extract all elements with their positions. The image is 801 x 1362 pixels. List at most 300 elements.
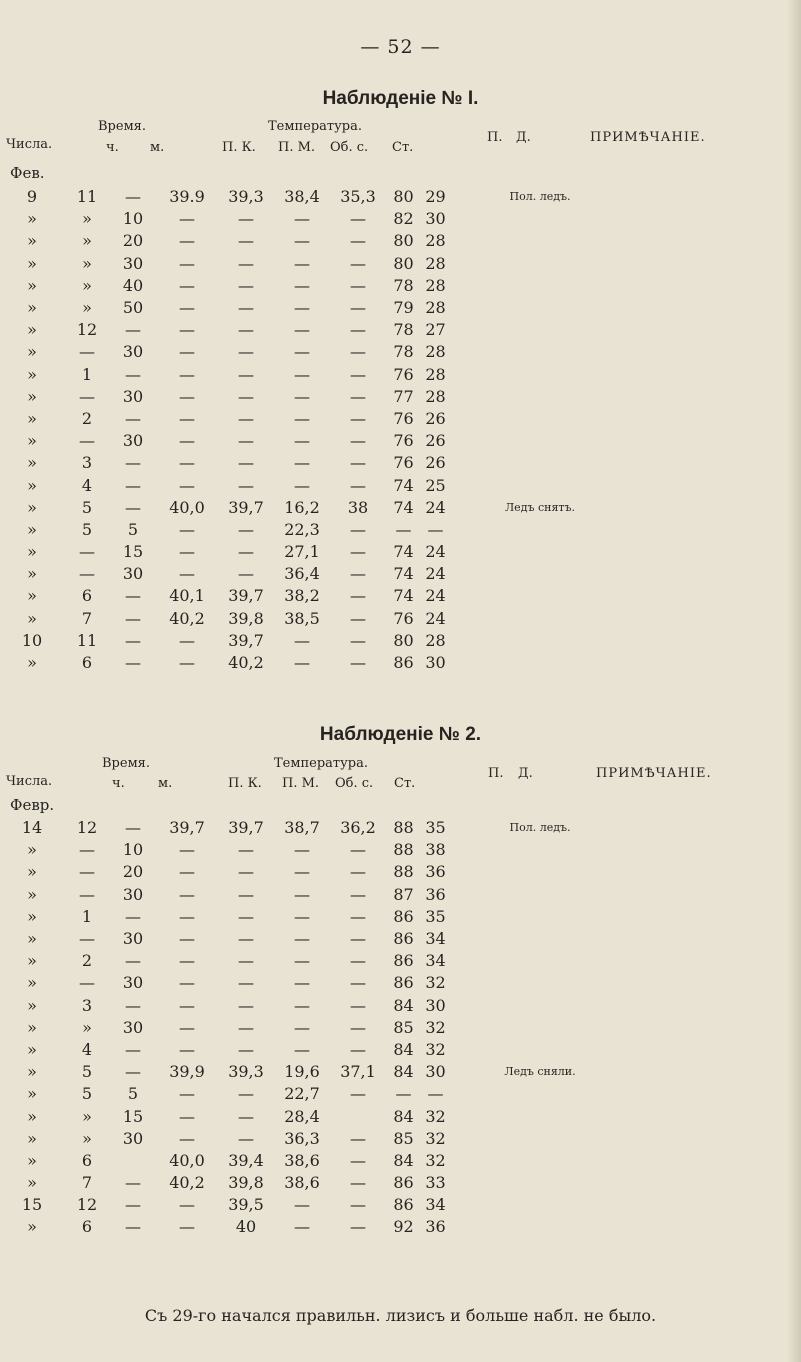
cell-temp-pm: — — [238, 209, 254, 229]
cell-pulse: 77 — [393, 386, 414, 406]
cell-temp-st: — — [350, 1017, 366, 1037]
cell-date: » — [27, 1217, 37, 1237]
cell-pulse: 78 — [393, 342, 414, 362]
cell-temp-pk: — — [179, 231, 195, 251]
cell-pulse: 87 — [393, 884, 414, 904]
table-row — [0, 995, 630, 1017]
table-row — [0, 319, 630, 341]
cell-temp-pk: 39.9 — [169, 187, 205, 207]
cell-temp-ob: 36,4 — [284, 564, 320, 584]
cell-minute: 30 — [122, 929, 144, 949]
cell-respiration: 28 — [425, 298, 446, 318]
cell-hour: 5 — [81, 1084, 93, 1104]
cell-pulse: 84 — [393, 1150, 414, 1170]
cell-respiration: 24 — [425, 542, 446, 562]
cell-temp-pk: — — [179, 342, 195, 362]
cell-minute: — — [125, 1195, 141, 1215]
cell-temp-pm: — — [238, 1106, 254, 1126]
cell-note — [450, 1128, 630, 1150]
cell-temp-st: — — [350, 840, 366, 860]
header-date: Числа. — [6, 774, 53, 789]
cell-pulse: 86 — [393, 906, 414, 926]
cell-temp-ob: 38,7 — [284, 818, 320, 838]
cell-date: » — [27, 1173, 37, 1193]
cell-temp-pm: — — [238, 542, 254, 562]
cell-temp-pk: — — [179, 1217, 195, 1237]
cell-respiration: 38 — [425, 840, 446, 860]
cell-temp-pm: 39,7 — [228, 586, 264, 606]
cell-hour: 3 — [81, 453, 93, 473]
cell-pulse: 86 — [393, 1173, 414, 1193]
cell-temp-st: — — [350, 298, 366, 318]
table-row — [0, 497, 630, 519]
cell-note — [450, 1039, 630, 1061]
cell-date: » — [27, 1062, 37, 1082]
cell-temp-st: — — [350, 431, 366, 451]
table-row — [0, 1083, 630, 1105]
cell-pulse: 74 — [393, 497, 414, 517]
cell-temp-st: — — [350, 929, 366, 949]
cell-temp-pm: — — [238, 840, 254, 860]
cell-respiration: 26 — [425, 431, 446, 451]
cell-hour: 1 — [81, 364, 93, 384]
footer-note: Съ 29-го начался правильн. лизисъ и больше набл. не было. — [144, 1306, 657, 1325]
cell-temp-ob: — — [294, 862, 310, 882]
table-row — [0, 1039, 630, 1061]
table-row — [0, 1150, 630, 1172]
cell-note — [450, 861, 630, 883]
cell-date: » — [27, 497, 37, 517]
cell-temp-ob: 36,3 — [284, 1128, 320, 1148]
cell-note — [450, 408, 630, 430]
cell-note — [450, 950, 630, 972]
cell-minute: 30 — [122, 884, 144, 904]
cell-respiration: 28 — [425, 253, 446, 273]
cell-hour: 6 — [81, 1150, 93, 1170]
table-row — [0, 972, 630, 994]
cell-date: » — [27, 231, 37, 251]
header-temp-col-3: Об. с. — [335, 776, 374, 791]
cell-date: » — [27, 973, 37, 993]
cell-respiration: 36 — [425, 1217, 446, 1237]
cell-pulse: 80 — [393, 231, 414, 251]
cell-temp-pm: 39,5 — [228, 1195, 264, 1215]
cell-hour: — — [79, 884, 95, 904]
cell-temp-pk: — — [179, 564, 195, 584]
cell-respiration: 28 — [425, 275, 446, 295]
cell-temp-st: — — [350, 951, 366, 971]
cell-temp-ob: — — [294, 342, 310, 362]
cell-temp-ob: 38,4 — [284, 187, 320, 207]
header-time-hours: ч. — [106, 140, 119, 155]
cell-respiration: 32 — [425, 1150, 446, 1170]
cell-temp-st: 37,1 — [340, 1062, 376, 1082]
table-row — [0, 861, 630, 883]
cell-temp-pk: 40,2 — [169, 608, 205, 628]
header-temp-col-4: Ст. — [394, 776, 416, 791]
cell-date: » — [27, 840, 37, 860]
page-number: — 52 — — [360, 36, 441, 58]
cell-hour: » — [82, 1128, 92, 1148]
table-row — [0, 1061, 630, 1083]
cell-respiration: 27 — [425, 320, 446, 340]
cell-minute — [110, 1150, 156, 1172]
cell-date: » — [27, 253, 37, 273]
cell-temp-pm: 40,2 — [228, 653, 264, 673]
cell-date: » — [27, 564, 37, 584]
cell-date: » — [27, 453, 37, 473]
cell-date: 14 — [21, 818, 43, 838]
table-row — [0, 1017, 630, 1039]
cell-temp-pm: — — [238, 1017, 254, 1037]
cell-temp-pk: — — [179, 973, 195, 993]
cell-pulse: 85 — [393, 1128, 414, 1148]
cell-minute: — — [125, 1039, 141, 1059]
cell-hour: 7 — [81, 1173, 93, 1193]
cell-temp-pm: — — [238, 408, 254, 428]
table-row — [0, 1105, 630, 1127]
cell-temp-ob: — — [294, 1039, 310, 1059]
cell-temp-st: — — [350, 1195, 366, 1215]
cell-temp-pk: 39,9 — [169, 1062, 205, 1082]
cell-hour: » — [82, 275, 92, 295]
table-row — [0, 253, 630, 275]
cell-temp-st: — — [350, 320, 366, 340]
cell-temp-st: — — [350, 231, 366, 251]
cell-hour: — — [79, 973, 95, 993]
cell-temp-pm: — — [238, 475, 254, 495]
month-label: Февр. — [10, 796, 55, 814]
header-note: ПРИМѢЧАНІЕ. — [596, 766, 712, 781]
cell-note — [450, 230, 630, 252]
cell-respiration: 26 — [425, 408, 446, 428]
header-temp-col-1: П. К. — [222, 140, 256, 155]
header-time: Время. — [98, 119, 147, 134]
cell-hour: — — [79, 564, 95, 584]
cell-temp-pm: — — [238, 862, 254, 882]
cell-temp-ob: — — [294, 320, 310, 340]
observation-title: Наблюденіе № I. — [322, 88, 479, 109]
table-row — [0, 1172, 630, 1194]
cell-temp-ob: — — [294, 1195, 310, 1215]
cell-hour: — — [79, 542, 95, 562]
cell-temp-ob: — — [294, 1017, 310, 1037]
cell-respiration: 28 — [425, 364, 446, 384]
table-row — [0, 541, 630, 563]
cell-pulse: 76 — [393, 408, 414, 428]
cell-temp-pm: — — [238, 519, 254, 539]
cell-note — [450, 972, 630, 994]
cell-hour: » — [82, 231, 92, 251]
cell-minute: — — [125, 818, 141, 838]
cell-temp-pk: — — [179, 653, 195, 673]
cell-respiration: 34 — [425, 951, 446, 971]
cell-note — [450, 608, 630, 630]
cell-temp-pk: 40,0 — [169, 497, 205, 517]
cell-respiration: — — [427, 519, 444, 539]
cell-respiration: 24 — [425, 586, 446, 606]
cell-note — [450, 541, 630, 563]
cell-minute: — — [125, 408, 141, 428]
table-row — [0, 817, 630, 839]
cell-temp-pk: 40,2 — [169, 1173, 205, 1193]
cell-temp-pm: — — [238, 231, 254, 251]
cell-minute: — — [125, 906, 141, 926]
cell-hour: 5 — [81, 1062, 93, 1082]
cell-temp-ob: — — [294, 408, 310, 428]
cell-temp-ob: 16,2 — [284, 497, 320, 517]
cell-respiration: 30 — [425, 653, 446, 673]
cell-temp-st: — — [350, 475, 366, 495]
cell-minute: 30 — [122, 431, 144, 451]
cell-pulse: 92 — [393, 1217, 414, 1237]
cell-date: » — [27, 364, 37, 384]
cell-minute: 50 — [122, 298, 144, 318]
cell-respiration: 32 — [425, 1039, 446, 1059]
cell-note: Пол. ледъ. — [509, 821, 571, 835]
cell-temp-st: — — [350, 1173, 366, 1193]
cell-respiration: 30 — [425, 995, 446, 1015]
header-date: Числа. — [6, 137, 53, 152]
cell-temp-pm: — — [238, 973, 254, 993]
cell-date: » — [27, 1150, 37, 1170]
cell-temp-st: — — [350, 209, 366, 229]
cell-hour: » — [82, 253, 92, 273]
cell-date: » — [27, 475, 37, 495]
observation-table — [0, 817, 630, 1239]
cell-temp-pk: — — [179, 298, 195, 318]
cell-temp-ob: 38,2 — [284, 586, 320, 606]
cell-temp-pm: 39,7 — [228, 630, 264, 650]
cell-pulse: — — [395, 1084, 412, 1104]
cell-date: 9 — [26, 187, 38, 207]
cell-date: » — [27, 884, 37, 904]
cell-temp-st: 38 — [347, 497, 369, 517]
cell-minute: — — [125, 364, 141, 384]
cell-temp-pm: 39,8 — [228, 1173, 264, 1193]
cell-minute: — — [125, 187, 141, 207]
cell-date: » — [27, 653, 37, 673]
cell-temp-pk: — — [179, 209, 195, 229]
cell-respiration: 30 — [425, 209, 446, 229]
cell-date: » — [27, 906, 37, 926]
cell-pulse: 86 — [393, 973, 414, 993]
cell-minute: — — [125, 586, 141, 606]
cell-pulse: 76 — [393, 453, 414, 473]
header-pulse: П. — [487, 130, 503, 145]
cell-pulse: 78 — [393, 275, 414, 295]
cell-hour: — — [79, 862, 95, 882]
cell-minute: 10 — [122, 209, 144, 229]
cell-pulse: 80 — [393, 630, 414, 650]
table-row — [0, 1216, 630, 1238]
cell-hour: 6 — [81, 1217, 93, 1237]
cell-hour: » — [82, 1106, 92, 1126]
cell-temp-st: — — [350, 564, 366, 584]
cell-note — [450, 1194, 630, 1216]
cell-temp-st: — — [350, 253, 366, 273]
cell-temp-pk: — — [179, 951, 195, 971]
cell-temp-st: — — [350, 386, 366, 406]
cell-pulse: 84 — [393, 1062, 414, 1082]
cell-minute: — — [125, 497, 141, 517]
cell-temp-st: — — [350, 608, 366, 628]
cell-hour: 11 — [76, 187, 98, 207]
cell-temp-pk: — — [179, 1128, 195, 1148]
cell-pulse: 76 — [393, 364, 414, 384]
cell-respiration: 29 — [425, 187, 446, 207]
header-temp-col-1: П. К. — [228, 776, 262, 791]
cell-respiration: 32 — [425, 1128, 446, 1148]
cell-hour: 2 — [81, 408, 93, 428]
cell-temp-pm: — — [238, 995, 254, 1015]
header-respiration: Д. — [518, 766, 533, 781]
cell-note: Ледъ снятъ. — [505, 500, 575, 514]
table-row — [0, 275, 630, 297]
table-row — [0, 452, 630, 474]
cell-note — [450, 297, 630, 319]
cell-temp-ob: — — [294, 630, 310, 650]
cell-temp-pm: — — [238, 386, 254, 406]
cell-temp-pk: — — [179, 995, 195, 1015]
cell-hour: 4 — [81, 1039, 93, 1059]
cell-date: » — [27, 586, 37, 606]
cell-pulse: 88 — [393, 818, 414, 838]
table-row — [0, 839, 630, 861]
cell-respiration: 36 — [425, 862, 446, 882]
cell-temp-st: — — [350, 1084, 366, 1104]
cell-minute: 15 — [122, 542, 144, 562]
cell-note — [450, 1105, 630, 1127]
cell-respiration: 28 — [425, 342, 446, 362]
cell-temp-pk: — — [179, 630, 195, 650]
cell-temp-st: — — [350, 1039, 366, 1059]
cell-temp-ob: — — [294, 929, 310, 949]
cell-note — [450, 474, 630, 496]
cell-hour: 6 — [81, 653, 93, 673]
cell-respiration: 32 — [425, 1017, 446, 1037]
cell-date: » — [27, 386, 37, 406]
cell-date: » — [27, 342, 37, 362]
cell-pulse: 88 — [393, 862, 414, 882]
cell-temp-pk: 40,0 — [169, 1150, 205, 1170]
cell-pulse: 74 — [393, 564, 414, 584]
table-row — [0, 630, 630, 652]
cell-temp-ob: — — [294, 884, 310, 904]
cell-pulse: 86 — [393, 929, 414, 949]
cell-temp-pm: 39,7 — [228, 497, 264, 517]
cell-temp-st: — — [350, 862, 366, 882]
table-row — [0, 297, 630, 319]
cell-pulse: 82 — [393, 209, 414, 229]
cell-respiration: 28 — [425, 386, 446, 406]
cell-temp-pk: — — [179, 364, 195, 384]
cell-respiration: 24 — [425, 497, 446, 517]
cell-temp-pm: — — [238, 929, 254, 949]
table-row — [0, 585, 630, 607]
cell-pulse: 76 — [393, 431, 414, 451]
month-label: Фев. — [10, 164, 45, 182]
cell-temp-ob: — — [294, 364, 310, 384]
header-temp-col-2: П. М. — [282, 776, 320, 791]
cell-hour: — — [79, 342, 95, 362]
cell-respiration: 24 — [425, 608, 446, 628]
cell-date: » — [27, 519, 37, 539]
cell-note — [450, 386, 630, 408]
table-row — [0, 563, 630, 585]
cell-date: » — [27, 275, 37, 295]
cell-hour: » — [82, 298, 92, 318]
cell-temp-pk: — — [179, 275, 195, 295]
cell-note: Пол. ледъ. — [509, 190, 571, 204]
cell-temp-pm: — — [238, 275, 254, 295]
cell-respiration: 28 — [425, 231, 446, 251]
cell-note — [450, 585, 630, 607]
cell-pulse: 84 — [393, 1106, 414, 1126]
cell-temp-st: — — [350, 275, 366, 295]
cell-minute: — — [125, 475, 141, 495]
cell-temp-pk: — — [179, 386, 195, 406]
cell-temp-pm: — — [238, 951, 254, 971]
header-temp-col-4: Ст. — [392, 140, 414, 155]
cell-temp-ob: 27,1 — [284, 542, 320, 562]
table-row — [0, 1128, 630, 1150]
cell-temp-pm: — — [238, 253, 254, 273]
cell-minute: 30 — [122, 1017, 144, 1037]
cell-temp-st: — — [350, 519, 366, 539]
cell-minute: 30 — [122, 1128, 144, 1148]
cell-temp-ob: 38,6 — [284, 1173, 320, 1193]
cell-date: » — [27, 1084, 37, 1104]
cell-date: » — [27, 1039, 37, 1059]
cell-temp-pk: — — [179, 431, 195, 451]
cell-minute: — — [125, 653, 141, 673]
cell-respiration: 32 — [425, 973, 446, 993]
cell-date: » — [27, 1106, 37, 1126]
cell-hour: » — [82, 209, 92, 229]
cell-date: » — [27, 608, 37, 628]
cell-temp-pm: 39,3 — [228, 187, 264, 207]
cell-temp-st: — — [350, 342, 366, 362]
cell-temp-ob: 22,7 — [284, 1084, 320, 1104]
cell-note — [450, 995, 630, 1017]
cell-temp-ob: — — [294, 475, 310, 495]
cell-temp-pm: 39,3 — [228, 1062, 264, 1082]
cell-temp-ob: 22,3 — [284, 519, 320, 539]
cell-temp-pk: — — [179, 519, 195, 539]
table-row — [0, 386, 630, 408]
cell-pulse: 86 — [393, 1195, 414, 1215]
header-temperature: Температура. — [274, 756, 368, 771]
cell-minute: — — [125, 608, 141, 628]
cell-note — [450, 1172, 630, 1194]
cell-minute: — — [125, 453, 141, 473]
page-edge — [787, 0, 801, 1362]
table-row — [0, 608, 630, 630]
cell-note: Ледъ сняли. — [504, 1065, 576, 1079]
cell-temp-pk: — — [179, 320, 195, 340]
cell-temp-pk: — — [179, 884, 195, 904]
cell-temp-pm: — — [238, 364, 254, 384]
cell-date: » — [27, 408, 37, 428]
cell-minute: — — [125, 320, 141, 340]
cell-respiration: 33 — [425, 1173, 446, 1193]
cell-temp-ob: — — [294, 453, 310, 473]
cell-date: » — [27, 542, 37, 562]
cell-pulse: 78 — [393, 320, 414, 340]
cell-note — [450, 253, 630, 275]
observation-title: Наблюденіе № 2. — [319, 724, 482, 745]
